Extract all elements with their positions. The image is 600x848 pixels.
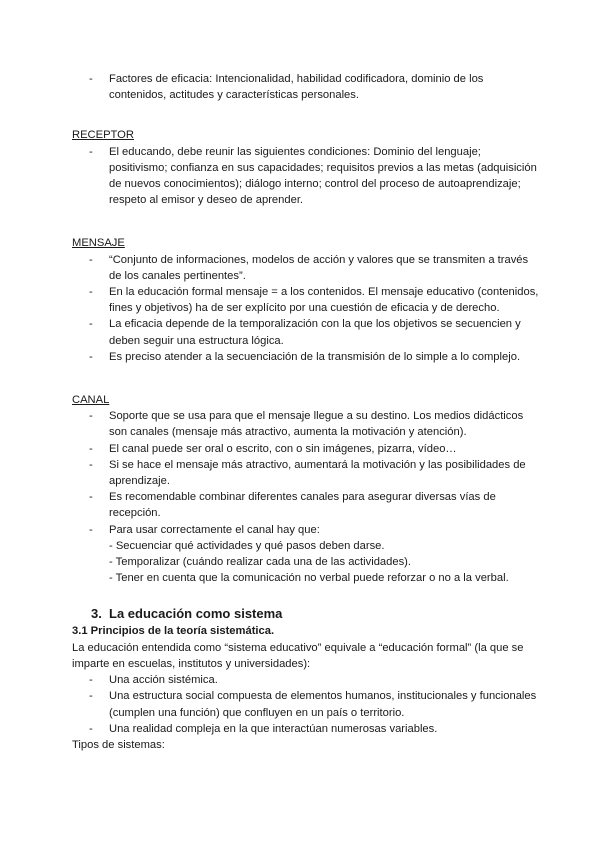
dash-bullet: - xyxy=(89,318,93,331)
dash-bullet: - xyxy=(89,523,93,536)
intro-list xyxy=(72,71,542,103)
list-item-text: La eficacia depende de la temporalización con la que los objetivos se secuencien y deben seguir una estructura lógica. xyxy=(109,318,521,347)
sub-item: - Secuenciar qué actividades y qué pasos deben darse. xyxy=(109,539,385,552)
section-intro: La educación entendida como “sistema educativo” equivale a “educación formal” (la que se imparte en escuelas, institutos y universidades): xyxy=(72,641,524,670)
list-item-text: Soporte que se usa para que el mensaje llegue a su destino. Los medios didácticos son canales (mensaje más atractivo, aumenta la motivación y atención). xyxy=(109,410,524,439)
list-item xyxy=(72,349,542,365)
dash-bullet: - xyxy=(89,410,93,423)
dash-bullet: - xyxy=(89,350,93,363)
dash-bullet: - xyxy=(89,491,93,504)
section-closing: Tipos de sistemas: xyxy=(72,738,165,751)
list-item xyxy=(72,522,542,587)
page-content xyxy=(72,71,542,753)
list-item xyxy=(72,252,542,284)
dash-bullet: - xyxy=(89,73,93,85)
subsection-heading: 3.1 Principios de la teoría sistemática. xyxy=(72,625,275,638)
list-item xyxy=(72,284,542,316)
section-label-canal: CANAL xyxy=(72,394,110,407)
dash-bullet: - xyxy=(89,145,93,158)
list-item xyxy=(72,457,542,489)
list-item xyxy=(72,688,542,720)
list-item-text: El educando, debe reunir las siguientes condiciones: Dominio del lenguaje; positivismo; confianza en sus capacidades; requisitos previos a las metas (adquisición de nuevos conocimientos); diálogo interno; control del proceso de autoaprendizaje; respeto al emisor y deseo de aprender. xyxy=(109,145,537,207)
section-label-mensaje: MENSAJE xyxy=(72,237,125,250)
list-item xyxy=(72,672,542,688)
list-item-text: Si se hace el mensaje más atractivo, aumentará la motivación y las posibilidades de aprendizaje. xyxy=(109,458,526,488)
list-item-text: “Conjunto de informaciones, modelos de acción y valores que se transmiten a través de los canales pertinentes”. xyxy=(109,253,529,282)
dash-bullet: - xyxy=(89,722,93,735)
section-heading xyxy=(72,605,542,623)
list-item-text: Una acción sistémica. xyxy=(109,674,218,687)
list-item xyxy=(72,408,542,440)
list-item-text: Factores de eficacia: Intencionalidad, habilidad codificadora, dominio de los contenidos, actitudes y características personales. xyxy=(109,73,484,102)
section3-list xyxy=(72,672,542,737)
list-item xyxy=(72,316,542,348)
dash-bullet: - xyxy=(89,690,93,703)
list-item-text: Es preciso atender a la secuenciación de la transmisión de lo simple a lo complejo. xyxy=(109,350,521,363)
section-title: La educación como sistema xyxy=(109,606,283,622)
receptor-list xyxy=(72,144,542,209)
list-item-text: Una realidad compleja en la que interactúan numerosas variables. xyxy=(109,722,438,735)
list-item-text: En la educación formal mensaje = a los contenidos. El mensaje educativo (contenidos, fines y objetivos) ha de ser explícito por una cuestión de eficacia y de derecho. xyxy=(109,286,539,315)
dash-bullet: - xyxy=(89,286,93,299)
mensaje-list xyxy=(72,252,542,365)
list-item xyxy=(72,489,542,521)
list-item-text: Una estructura social compuesta de elementos humanos, institucionales y funcionales (cumplen una función) que confluyen en un país o territorio. xyxy=(109,690,537,719)
canal-list xyxy=(72,408,542,586)
dash-bullet: - xyxy=(89,458,93,471)
list-item xyxy=(72,441,542,457)
list-item-text: El canal puede ser oral o escrito, con o sin imágenes, pizarra, vídeo… xyxy=(109,442,457,455)
dash-bullet: - xyxy=(89,253,93,266)
list-item xyxy=(72,71,542,103)
section-number: 3. xyxy=(91,606,102,622)
list-item-text: Es recomendable combinar diferentes canales para asegurar diversas vías de recepción. xyxy=(109,491,496,520)
dash-bullet: - xyxy=(89,442,93,455)
sub-item: - Temporalizar (cuándo realizar cada una de las actividades). xyxy=(109,556,412,569)
section-label-receptor: RECEPTOR xyxy=(72,129,134,142)
sub-item: - Tener en cuenta que la comunicación no verbal puede reforzar o no a la verbal. xyxy=(109,572,509,585)
list-item-text: Para usar correctamente el canal hay que: xyxy=(109,523,320,536)
dash-bullet: - xyxy=(89,674,93,687)
list-item xyxy=(72,721,542,737)
list-item xyxy=(72,144,542,209)
